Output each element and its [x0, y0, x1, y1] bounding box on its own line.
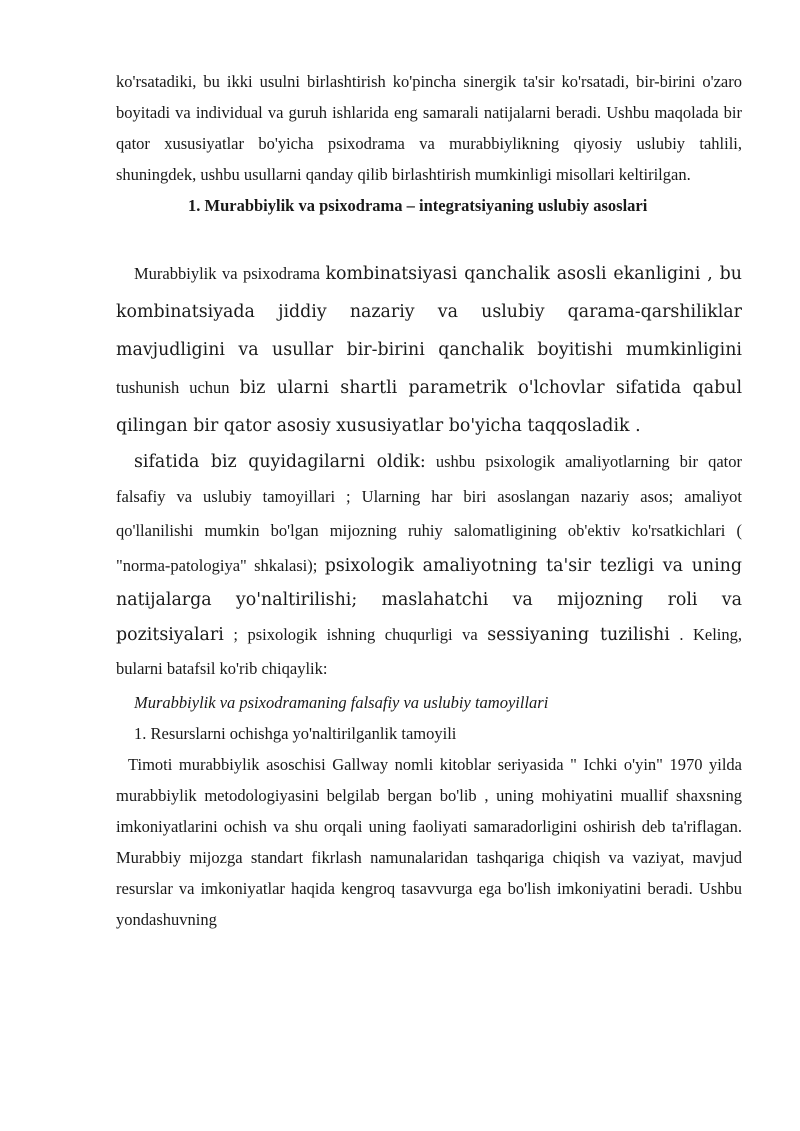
parameters-text-small-1: ushbu psixologik amaliyotlarning bir qator falsafiy va uslubiy tamoyillari ; Ularning har biri asoslangan nazariy asos; amaliyot qo'llanilishi mumkin bo'lgan mijozning ruhiy salomatligining ob'ektiv ko'rsatkichlari ( "norma-patologiya" shkalasi);: [116, 452, 742, 575]
parameters-text-large-2: psixologik amaliyotning ta'sir tezligi va uning natijalarga yo'naltirilishi; maslahatchi va mijozning roli va pozitsiyalari: [116, 555, 743, 645]
parameters-text-large-3: sessiyaning tuzilishi: [487, 624, 670, 645]
parameters-text-small-3: . Keling, bularni batafsil ko'rib chiqaylik:: [116, 624, 743, 678]
parameters-text-small-2: ; psixologik ishning chuqurligi va: [233, 624, 478, 644]
gallway-paragraph: Timoti murabbiylik asoschisi Gallway nomli kitoblar seriyasida " Ichki o'yin" 1970 yilda murabbiylik metodologiyasini belgilab bergan bo'lib , uning mohiyatini muallif shaxsning imkoniyatlarini ochish va shu orqali uning faoliyati samaradorligini oshirish deb ta'riflagan. Murabbiy mijozga standart fikrlash namunalaridan tashqariga chiqish va vaziyat, mavjud resurslar va imkoniyatlar haqida kengroq tasavvurga ega bo'lish imkoniyatini beradi. Ushbu yondashuvning: [116, 754, 742, 929]
principle-item-1: 1. Resurslarni ochishga yo'naltirilganlik tamoyili: [134, 723, 457, 743]
comparison-text-large-2: biz ularni shartli parametrik o'lchovlar sifatida qabul qilingan bir qator asosiy xususiyatlar bo'yicha taqqosladik .: [116, 378, 743, 436]
principles-subheading: Murabbiylik va psixodramaning falsafiy va uslubiy tamoyillari: [134, 692, 549, 712]
section-heading: 1. Murabbiylik va psixodrama – integratsiyaning uslubiy asoslari: [188, 196, 648, 215]
comparison-text-small-1: Murabbiylik va psixodrama: [134, 264, 320, 283]
comparison-text-small-2: tushunish uchun: [116, 378, 230, 397]
parameters-text-large-1: sifatida biz quyidagilarni oldik:: [134, 452, 426, 472]
parameters-paragraph: [116, 445, 742, 687]
intro-paragraph: ko'rsatadiki, bu ikki usulni birlashtirish ko'pincha sinergik ta'sir ko'rsatadi, bir-birini o'zaro boyitadi va individual va guruh ishlarida eng samarali natijalarni beradi. Ushbu maqolada bir qator xususiyatlar bo'yicha psixodrama va murabbiylikning qiyosiy uslubiy tahlili, shuningdek, ushbu usullarni qanday qilib birlashtirish mumkinligi misollari keltirilgan.: [116, 72, 742, 184]
comparison-text-large-1: kombinatsiyasi qanchalik asosli ekanligini , bu kombinatsiyada jiddiy nazariy va uslubiy qarama-qarshiliklar mavjudligini va usullar bir-birini qanchalik boyitishi mumkinligini: [116, 264, 742, 360]
comparison-paragraph: [116, 255, 742, 445]
spacer: [116, 221, 742, 255]
